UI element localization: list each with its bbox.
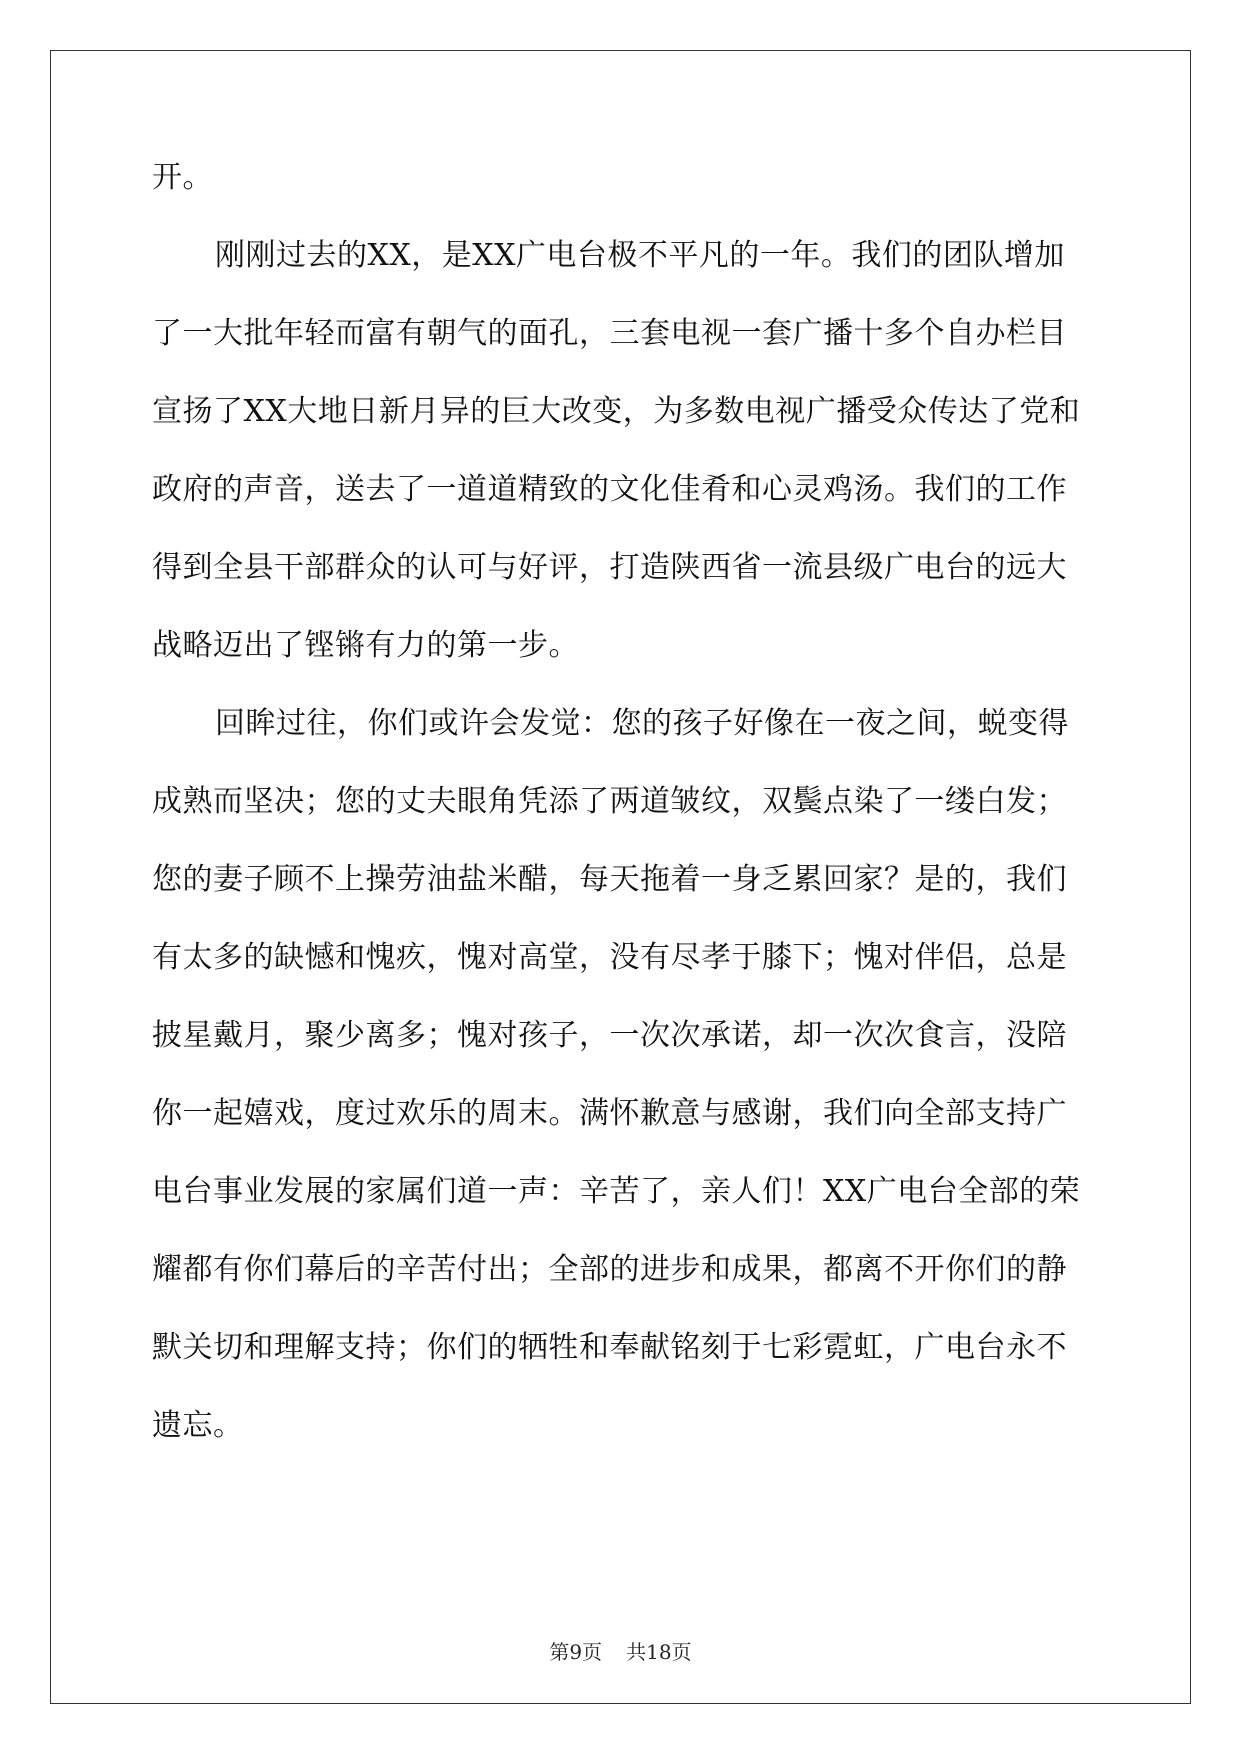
text-line: 刚刚过去的XX，是XX广电台极不平凡的一年。我们的团队增加 [215, 238, 1065, 273]
text-line: 回眸过往，你们或许会发觉：您的孩子好像在一夜之间，蜕变得 [215, 706, 1069, 741]
page-total: 共18页 [626, 1640, 692, 1664]
text-line: 得到全县干部群众的认可与好评，打造陕西省一流县级广电台的远大 [152, 550, 1067, 585]
text-line: 您的妻子顾不上操劳油盐米醋，每天拖着一身乏累回家？是的，我们 [152, 862, 1067, 897]
text-line: 政府的声音，送去了一道道精致的文化佳肴和心灵鸡汤。我们的工作 [152, 472, 1067, 507]
text-line: 耀都有你们幕后的辛苦付出；全部的进步和成果，都离不开你们的静 [152, 1252, 1067, 1287]
page-number: 第9页 [549, 1640, 603, 1664]
document-body [152, 160, 1092, 1489]
page-footer [0, 1636, 1241, 1665]
text-line: 披星戴月，聚少离多；愧对孩子，一次次承诺，却一次次食言，没陪 [152, 1018, 1067, 1053]
text-line: 宣扬了XX大地日新月异的巨大改变，为多数电视广播受众传达了党和 [152, 394, 1081, 429]
text-line: 电台事业发展的家属们道一声：辛苦了，亲人们！XX广电台全部的荣 [152, 1174, 1081, 1209]
text-line: 成熟而坚决；您的丈夫眼角凭添了两道皱纹，双鬓点染了一缕白发； [152, 784, 1067, 819]
text-line: 遗忘。 [152, 1408, 244, 1443]
text-line: 了一大批年轻而富有朝气的面孔，三套电视一套广播十多个自办栏目 [152, 316, 1067, 351]
text-line: 默关切和理解支持；你们的牺牲和奉献铭刻于七彩霓虹，广电台永不 [152, 1330, 1067, 1365]
text-line: 有太多的缺憾和愧疚，愧对高堂，没有尽孝于膝下；愧对伴侣，总是 [152, 940, 1067, 975]
text-line: 开。 [152, 160, 213, 195]
text-line: 战略迈出了铿锵有力的第一步。 [152, 628, 579, 663]
text-line: 你一起嬉戏，度过欢乐的周末。满怀歉意与感谢，我们向全部支持广 [152, 1096, 1067, 1131]
